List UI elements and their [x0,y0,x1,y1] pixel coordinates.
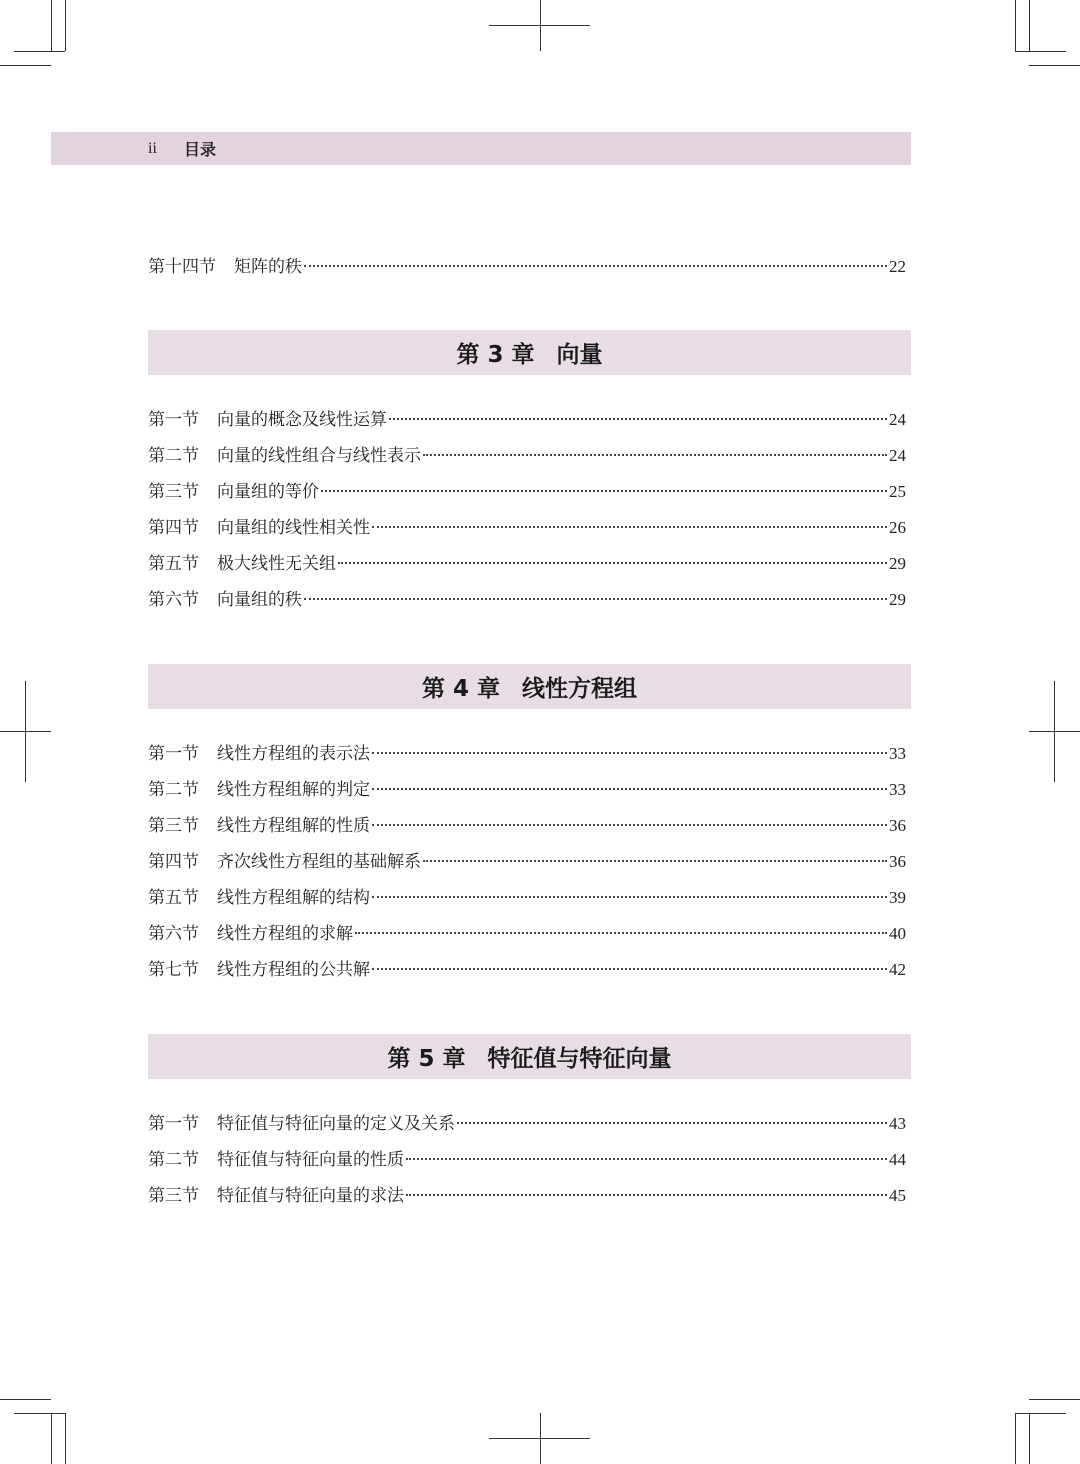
dot-leader [372,968,887,970]
section-title: 向量的概念及线性运算 [217,410,387,430]
crop-mark [1029,1399,1080,1400]
toc-entry[interactable] [148,958,906,982]
page-ref: 26 [889,518,906,537]
crop-mark [65,1413,66,1464]
section-number: 第六节 [148,590,199,610]
toc-entry[interactable] [148,778,906,802]
chapter-label: 第 4 章 [421,676,501,702]
dot-leader [338,562,887,564]
registration-mark [25,681,26,782]
section-number: 第一节 [148,1114,199,1134]
section-number: 第三节 [148,1186,199,1206]
toc-entry[interactable] [148,742,906,766]
toc-entry[interactable] [148,1148,906,1172]
toc-entry[interactable] [148,255,906,279]
page-ref: 36 [889,816,906,835]
section-title: 极大线性无关组 [217,554,336,574]
crop-mark [1015,1413,1066,1414]
dot-leader [372,788,887,790]
section-number: 第二节 [148,446,199,466]
section-title: 线性方程组的求解 [217,924,353,944]
dot-leader [372,526,887,528]
crop-mark [1015,1413,1016,1464]
section-number: 第一节 [148,410,199,430]
registration-mark [1054,681,1055,782]
registration-mark [540,0,541,51]
crop-mark [51,0,52,51]
crop-mark [1029,1413,1030,1464]
page-ref: 43 [889,1114,906,1133]
crop-mark [14,51,65,52]
section-title: 线性方程组解的性质 [217,816,370,836]
crop-mark [51,1413,52,1464]
dot-leader [423,860,887,862]
page-ref: 25 [889,482,906,501]
page-ref: 24 [889,446,906,465]
dot-leader [372,896,887,898]
section-number: 第三节 [148,816,199,836]
dot-leader [321,490,887,492]
section-title: 线性方程组的表示法 [217,744,370,764]
section-number: 第二节 [148,1150,199,1170]
crop-mark [1029,65,1080,66]
section-title: 向量组的等价 [217,482,319,502]
section-number: 第七节 [148,960,199,980]
page-ref: 33 [889,744,906,763]
section-number: 第二节 [148,780,199,800]
toc-entry[interactable] [148,1112,906,1136]
dot-leader [457,1122,887,1124]
page-number: ii [148,139,157,157]
crop-mark [65,0,66,51]
chapter-heading[interactable] [148,330,911,375]
section-number: 第三节 [148,482,199,502]
section-number: 第四节 [148,852,199,872]
toc-entry[interactable] [148,850,906,874]
chapter-title: 线性方程组 [522,676,638,702]
page-ref: 44 [889,1150,906,1169]
page-ref: 45 [889,1186,906,1205]
running-head [51,132,911,165]
dot-leader [355,932,887,934]
section-number: 第四节 [148,518,199,538]
running-head-title: 目录 [184,140,217,159]
toc-entry[interactable] [148,814,906,838]
dot-leader [389,418,887,420]
toc-entry[interactable] [148,1184,906,1208]
chapter-heading[interactable] [148,664,911,709]
crop-mark [1015,51,1066,52]
section-title: 向量组的线性相关性 [217,518,370,538]
page-ref: 29 [889,554,906,573]
section-number: 第五节 [148,554,199,574]
section-title: 线性方程组的公共解 [217,960,370,980]
crop-mark [1015,0,1016,51]
page-ref: 24 [889,410,906,429]
page-ref: 36 [889,852,906,871]
section-title: 特征值与特征向量的求法 [217,1186,404,1206]
chapter-label: 第 5 章 [387,1046,466,1072]
chapter-title: 向量 [556,342,603,368]
section-number: 第十四节 [148,257,216,277]
dot-leader [406,1158,887,1160]
chapter-label: 第 3 章 [456,342,535,368]
page-ref: 42 [889,960,906,979]
page-ref: 29 [889,590,906,609]
crop-mark [1029,0,1030,51]
page-ref: 33 [889,780,906,799]
section-number: 第六节 [148,924,199,944]
section-number: 第五节 [148,888,199,908]
dot-leader [423,454,887,456]
dot-leader [304,265,887,267]
toc-entry[interactable] [148,922,906,946]
dot-leader [304,598,887,600]
crop-mark [14,1413,65,1414]
chapter-heading[interactable] [148,1034,911,1079]
crop-mark [0,65,51,66]
section-title: 齐次线性方程组的基础解系 [217,852,421,872]
toc-entry[interactable] [148,480,906,504]
page-ref: 39 [889,888,906,907]
section-title: 矩阵的秩 [234,257,302,277]
section-title: 向量的线性组合与线性表示 [217,446,421,466]
section-title: 向量组的秩 [217,590,302,610]
toc-entry[interactable] [148,516,906,540]
section-title: 线性方程组解的判定 [217,780,370,800]
dot-leader [406,1194,887,1196]
section-title: 特征值与特征向量的定义及关系 [217,1114,455,1134]
toc-entry[interactable] [148,886,906,910]
dot-leader [372,824,887,826]
chapter-title: 特征值与特征向量 [487,1046,672,1072]
toc-entry[interactable] [148,552,906,576]
crop-mark [0,1399,51,1400]
registration-mark [540,1413,541,1464]
toc-entry[interactable] [148,444,906,468]
section-title: 特征值与特征向量的性质 [217,1150,404,1170]
dot-leader [372,752,887,754]
page-ref: 40 [889,924,906,943]
page-ref: 22 [889,257,906,276]
toc-entry[interactable] [148,588,906,612]
toc-entry[interactable] [148,408,906,432]
section-number: 第一节 [148,744,199,764]
section-title: 线性方程组解的结构 [217,888,370,908]
